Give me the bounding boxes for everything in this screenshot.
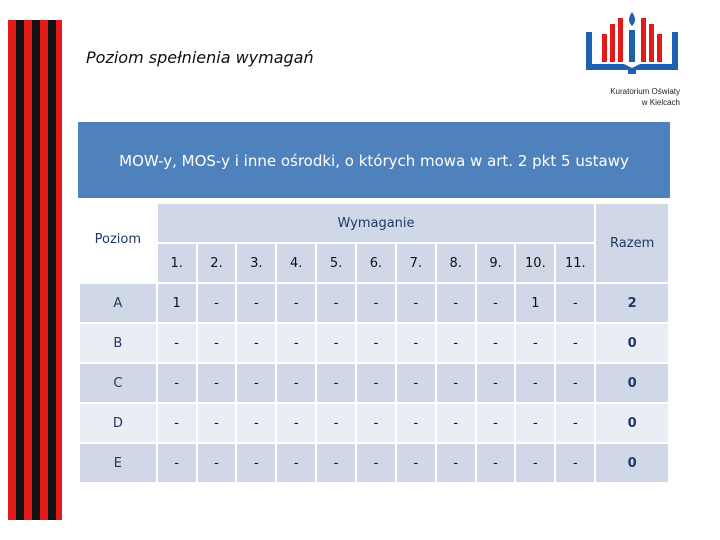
table-cell: - [437,364,475,402]
table-cell: - [277,324,315,362]
table-cell: - [556,324,594,362]
table-cell: - [437,284,475,322]
table-cell: 1 [516,284,554,322]
column-header-7: 7. [397,244,435,282]
column-header-3: 3. [237,244,275,282]
table-row [80,324,668,362]
table-cell: - [237,444,275,482]
table-cell: 1 [158,284,196,322]
column-header-11: 11. [556,244,594,282]
table-cell: - [477,324,515,362]
table-cell: - [516,324,554,362]
table-cell: - [317,284,355,322]
table-cell: - [158,364,196,402]
table-cell: - [198,444,236,482]
table-cell: - [357,364,395,402]
table-cell: - [317,324,355,362]
table-cell: - [397,324,435,362]
org-line-2: w Kielcach [641,98,680,107]
row-label: D [80,404,156,442]
table-row [80,404,668,442]
requirements-table [78,202,670,484]
row-label: E [80,444,156,482]
razem-cell: 0 [596,324,668,362]
table-cell: - [237,324,275,362]
table-cell: - [158,444,196,482]
table-cell: - [437,444,475,482]
table-cell: - [158,324,196,362]
table-cell: - [556,284,594,322]
table-cell: - [357,284,395,322]
table-cell: - [477,404,515,442]
column-header-2: 2. [198,244,236,282]
table-cell: - [357,324,395,362]
column-header-9: 9. [477,244,515,282]
table-cell: - [317,364,355,402]
razem-header: Razem [596,204,668,282]
table-cell: - [516,444,554,482]
table-cell: - [556,444,594,482]
table-cell: - [198,324,236,362]
banner-text: MOW-y, MOS-y i inne ośrodki, o których mowa w art. 2 pkt 5 ustawy [119,152,629,170]
table-cell: - [277,364,315,402]
table-cell: - [277,404,315,442]
column-header-4: 4. [277,244,315,282]
column-header-8: 8. [437,244,475,282]
table-cell: - [357,444,395,482]
table-cell: - [277,284,315,322]
org-line-1: Kuratorium Oświaty [610,87,680,96]
table-cell: - [516,404,554,442]
table-cell: - [556,364,594,402]
row-label: A [80,284,156,322]
table-cell: - [556,404,594,442]
kuratorium-logo-icon [582,10,682,80]
razem-cell: 0 [596,404,668,442]
column-header-6: 6. [357,244,395,282]
poziom-header: Poziom [94,232,142,247]
table-cell: - [477,284,515,322]
table-cell: - [397,404,435,442]
table-cell: - [198,284,236,322]
row-label: B [80,324,156,362]
table-cell: - [397,444,435,482]
table-cell: - [437,404,475,442]
wymaganie-header: Wymaganie [158,204,595,242]
table-cell: - [357,404,395,442]
table-cell: - [516,364,554,402]
table-cell: - [237,404,275,442]
table-cell: - [477,444,515,482]
table-cell: - [317,444,355,482]
table-cell: - [158,404,196,442]
table-cell: - [437,324,475,362]
table-row [80,364,668,402]
table-row [80,444,668,482]
table-cell: - [198,364,236,402]
table-cell: - [477,364,515,402]
table-cell: - [237,364,275,402]
column-header-1: 1. [158,244,196,282]
razem-cell: 2 [596,284,668,322]
table-cell: - [198,404,236,442]
organization-name [560,86,680,108]
table-row [80,284,668,322]
razem-cell: 0 [596,444,668,482]
table-cell: - [397,364,435,402]
decorative-stripe-bar [8,20,62,520]
column-header-5: 5. [317,244,355,282]
slide-title: Poziom spełnienia wymagań [86,48,314,67]
row-label: C [80,364,156,402]
table-cell: - [237,284,275,322]
table-cell: - [397,284,435,322]
table-cell: - [317,404,355,442]
table-cell: - [277,444,315,482]
column-header-10: 10. [516,244,554,282]
razem-cell: 0 [596,364,668,402]
table-banner [78,122,670,198]
